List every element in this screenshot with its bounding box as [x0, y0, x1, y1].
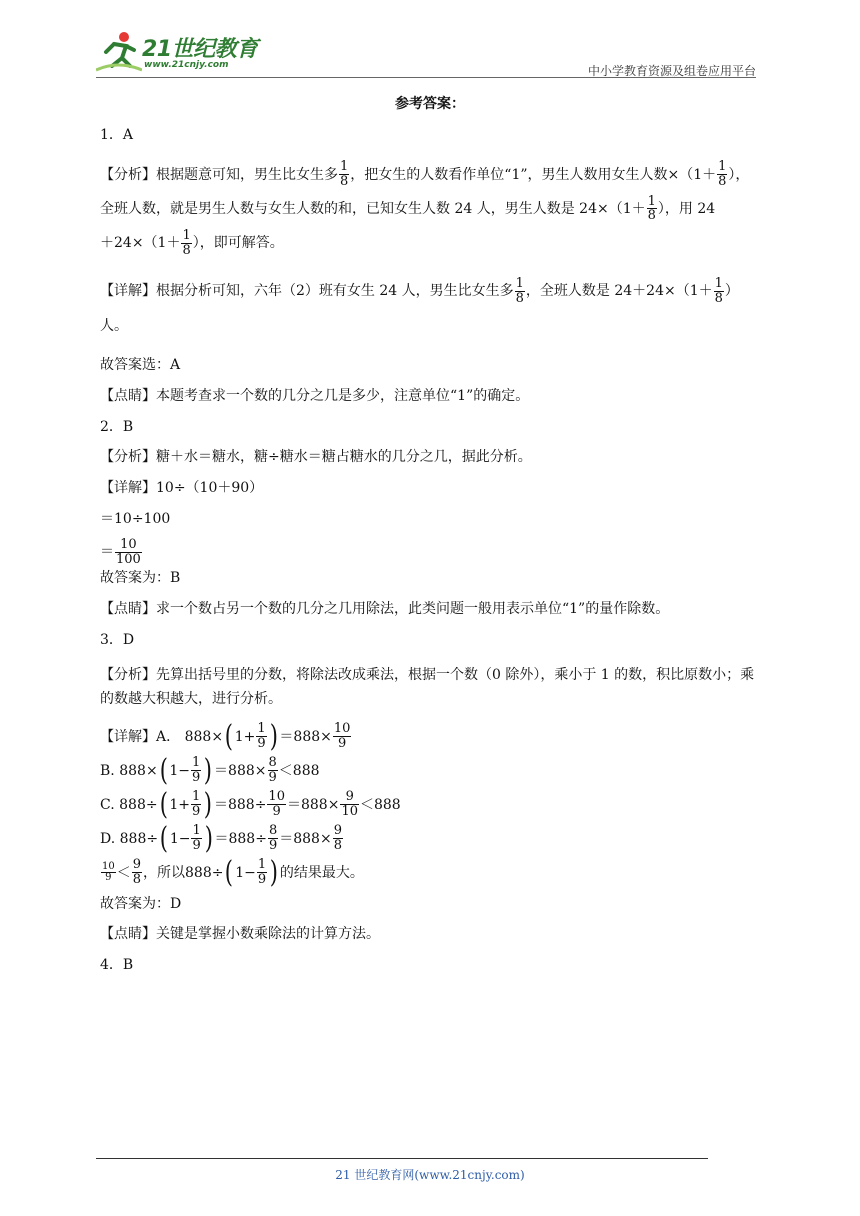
- q1-analysis-text: ，把女生的人数看作单位“1”，男生人数用女生人数×（1＋: [350, 166, 717, 183]
- numerator: 10: [333, 721, 351, 737]
- number: 888: [227, 796, 255, 813]
- number: 888: [185, 864, 212, 881]
- fraction-10-100: [115, 538, 142, 566]
- platform-name: 中小学教育资源及组卷应用平台: [587, 64, 756, 78]
- numerator: 1: [515, 276, 524, 292]
- answer-content: [100, 96, 760, 988]
- number: 888: [293, 728, 321, 745]
- q3-analysis: 【分析】先算出括号里的分数，将除法改成乘法，根据一个数（0 除外），乘小于 1 的数，积比原数小；乘的数越大积越大，进行分析。: [100, 666, 755, 708]
- numerator: 9: [340, 790, 359, 805]
- q1-analysis-text: 【分析】根据题意可知，男生比女生多: [100, 166, 338, 183]
- option-label: B.: [100, 762, 115, 779]
- denominator: 8: [718, 174, 727, 190]
- q2-choose: 故答案为：B: [100, 570, 181, 587]
- operator: ÷: [146, 830, 159, 847]
- fraction-10-9: [101, 862, 116, 884]
- operator: 1+: [169, 796, 190, 813]
- fraction-9-8: [132, 858, 142, 886]
- conclusion-text: ，所以: [143, 864, 186, 881]
- equals-sign: ＝: [213, 796, 228, 813]
- q1-analysis-text: ），即可解答。: [192, 235, 284, 252]
- left-paren: (: [159, 820, 169, 856]
- fraction-1-9: [191, 790, 201, 818]
- numerator: 1: [182, 228, 191, 244]
- numerator: 8: [268, 823, 278, 839]
- numerator: 10: [268, 789, 285, 805]
- q1-analysis-text: ），: [728, 166, 750, 183]
- numerator: 1: [192, 755, 201, 771]
- q2-comment: 【点睛】求一个数占另一个数的几分之几用除法，此类问题一般用表示单位“1”的量作除数。: [100, 600, 670, 617]
- footer-link[interactable]: 21 世纪教育网(www.21cnjy.com): [335, 1168, 525, 1182]
- numerator: 1: [714, 276, 723, 292]
- fraction-1-8: [714, 277, 724, 305]
- fraction-10-9: [267, 790, 286, 818]
- q2-detail-line3: [100, 538, 760, 566]
- q3-option-a: [100, 718, 760, 754]
- numerator: 1: [191, 789, 201, 805]
- number: 888: [184, 728, 212, 745]
- fraction-9-8: [333, 824, 343, 852]
- operator: ×: [254, 762, 267, 779]
- numerator: 1: [647, 193, 656, 209]
- denominator: 8: [340, 174, 349, 190]
- q3-comment: 【点睛】关键是掌握小数乘除法的计算方法。: [100, 926, 380, 943]
- operator: ÷: [255, 830, 267, 847]
- option-label: D.: [100, 830, 116, 847]
- right-paren: ): [203, 786, 213, 822]
- option-label: C.: [100, 796, 115, 813]
- page-header: [96, 28, 756, 78]
- fraction-1-9: [256, 722, 266, 750]
- denominator: 9: [191, 804, 201, 820]
- logo-text: 21世纪教育: [142, 37, 258, 62]
- fraction-8-9: [268, 756, 278, 784]
- q1-comment: 【点睛】本题考查求一个数的几分之几是多少，注意单位“1”的确定。: [100, 387, 530, 404]
- q1-detail-text: 【详解】根据分析可知，六年（2）班有女生 24 人，男生比女生多: [100, 283, 514, 300]
- numerator: 1: [718, 159, 727, 175]
- operator: ×: [145, 762, 158, 779]
- denominator: 9: [257, 736, 266, 752]
- q4-answer: 4．B: [100, 957, 134, 974]
- q1-answer: 1．A: [100, 126, 134, 143]
- denominator: 9: [192, 838, 201, 854]
- q1-analysis: [100, 158, 760, 261]
- numerator: 8: [268, 755, 277, 771]
- left-paren: (: [225, 854, 234, 890]
- denominator: 8: [515, 290, 524, 306]
- q3-option-d: [100, 820, 760, 856]
- numerator: 1: [257, 721, 266, 737]
- q3-option-b: [100, 752, 760, 788]
- denominator: 100: [116, 551, 141, 567]
- numerator: 9: [333, 823, 342, 839]
- q2-answer: 2．B: [100, 418, 134, 435]
- number: 888: [292, 762, 320, 779]
- numerator: 10: [102, 860, 115, 872]
- numerator: 1: [340, 159, 349, 175]
- operator: ×: [327, 796, 340, 813]
- detail-label: 【详解】A．: [100, 728, 181, 745]
- number: 888: [119, 796, 146, 813]
- q2-analysis: 【分析】糖＋水＝糖水，糖÷糖水＝糖占糖水的几分之几，据此分析。: [100, 449, 532, 466]
- fraction-8-9: [268, 824, 278, 852]
- numerator: 1: [192, 823, 201, 839]
- number: 888: [300, 796, 328, 813]
- operator: ÷: [254, 796, 267, 813]
- denominator: 9: [268, 838, 278, 854]
- q3-conclusion: [100, 854, 760, 890]
- denominator: 9: [268, 770, 277, 786]
- number: 888: [119, 830, 147, 847]
- fraction-1-9: [191, 824, 201, 852]
- fraction-1-8: [515, 277, 525, 305]
- denominator: 9: [338, 736, 347, 752]
- less-than: ＜: [278, 762, 293, 779]
- right-paren: ): [204, 752, 213, 788]
- equals-sign: ＝: [100, 544, 114, 560]
- denominator: 8: [182, 242, 191, 258]
- q1-detail-text: ）: [724, 283, 739, 300]
- denominator: 9: [257, 872, 267, 888]
- left-paren: (: [159, 752, 168, 788]
- denominator: 10: [341, 804, 358, 820]
- q2-detail-line1: 【详解】10÷（10＋90）: [100, 480, 264, 497]
- denominator: 8: [647, 208, 656, 224]
- fraction-9-10: [340, 790, 359, 818]
- numerator: 10: [115, 538, 142, 553]
- number: 888: [228, 762, 255, 779]
- equals-sign: ＝: [286, 796, 301, 813]
- less-than: ＜: [359, 796, 374, 813]
- number: 888: [293, 830, 320, 847]
- footer-divider: [96, 1158, 708, 1159]
- operator: 1−: [169, 830, 191, 847]
- fraction-1-8: [647, 195, 657, 223]
- denominator: 9: [272, 804, 281, 820]
- operator: ×: [319, 830, 332, 847]
- fraction-1-8: [339, 160, 349, 188]
- denominator: 9: [105, 872, 112, 884]
- equals-sign: ＝: [214, 762, 229, 779]
- number: 888: [373, 796, 401, 813]
- q1-detail: [100, 274, 760, 343]
- denominator: 9: [192, 770, 201, 786]
- equals-sign: ＝: [214, 830, 229, 847]
- operator: 1+: [234, 728, 256, 745]
- operator: 1−: [169, 762, 191, 779]
- number: 888: [119, 762, 146, 779]
- operator: ÷: [211, 864, 224, 881]
- q1-choose: 故答案选：A: [100, 357, 181, 374]
- logo-url: www.21cnjy.com: [144, 60, 229, 70]
- denominator: 8: [132, 872, 142, 888]
- q1-analysis-text: ＋24×（1＋: [100, 235, 181, 252]
- q3-answer: 3．D: [100, 631, 135, 648]
- numerator: 1: [257, 857, 267, 873]
- q1-analysis-text: ），用 24: [657, 200, 716, 217]
- conclusion-text: 的结果最大。: [279, 864, 364, 881]
- page-title: 参考答案：: [395, 96, 465, 112]
- left-paren: (: [224, 718, 234, 754]
- right-paren: ): [269, 718, 278, 754]
- runner-logo-icon: [96, 30, 142, 76]
- q1-detail-text: 人。: [100, 317, 128, 334]
- q3-option-c: [100, 786, 760, 822]
- operator: ×: [211, 728, 224, 745]
- fraction-10-9: [333, 722, 352, 750]
- q1-detail-text: ，全班人数是 24＋24×（1＋: [525, 283, 713, 300]
- equals-sign: ＝: [279, 830, 294, 847]
- operator: ×: [320, 728, 332, 745]
- fraction-1-8: [181, 229, 191, 257]
- left-paren: (: [159, 786, 168, 822]
- q3-choose: 故答案为：D: [100, 895, 182, 912]
- numerator: 9: [132, 857, 142, 873]
- operator: ÷: [145, 796, 158, 813]
- denominator: 8: [333, 838, 342, 854]
- operator: 1−: [235, 864, 256, 881]
- fraction-1-9: [257, 858, 267, 886]
- q2-detail-line2: ＝10÷100: [100, 511, 171, 528]
- equals-sign: ＝: [279, 728, 294, 745]
- fraction-1-8: [717, 160, 727, 188]
- less-than: ＜: [116, 864, 131, 881]
- q1-analysis-text: 全班人数，就是男生人数与女生人数的和，已知女生人数 24 人，男生人数是 24×（1＋: [100, 200, 646, 217]
- right-paren: ): [204, 820, 213, 856]
- denominator: 8: [714, 290, 723, 306]
- fraction-1-9: [191, 756, 201, 784]
- right-paren: ): [269, 854, 279, 890]
- header-divider: [96, 77, 756, 78]
- site-logo[interactable]: [96, 28, 266, 76]
- number: 888: [228, 830, 256, 847]
